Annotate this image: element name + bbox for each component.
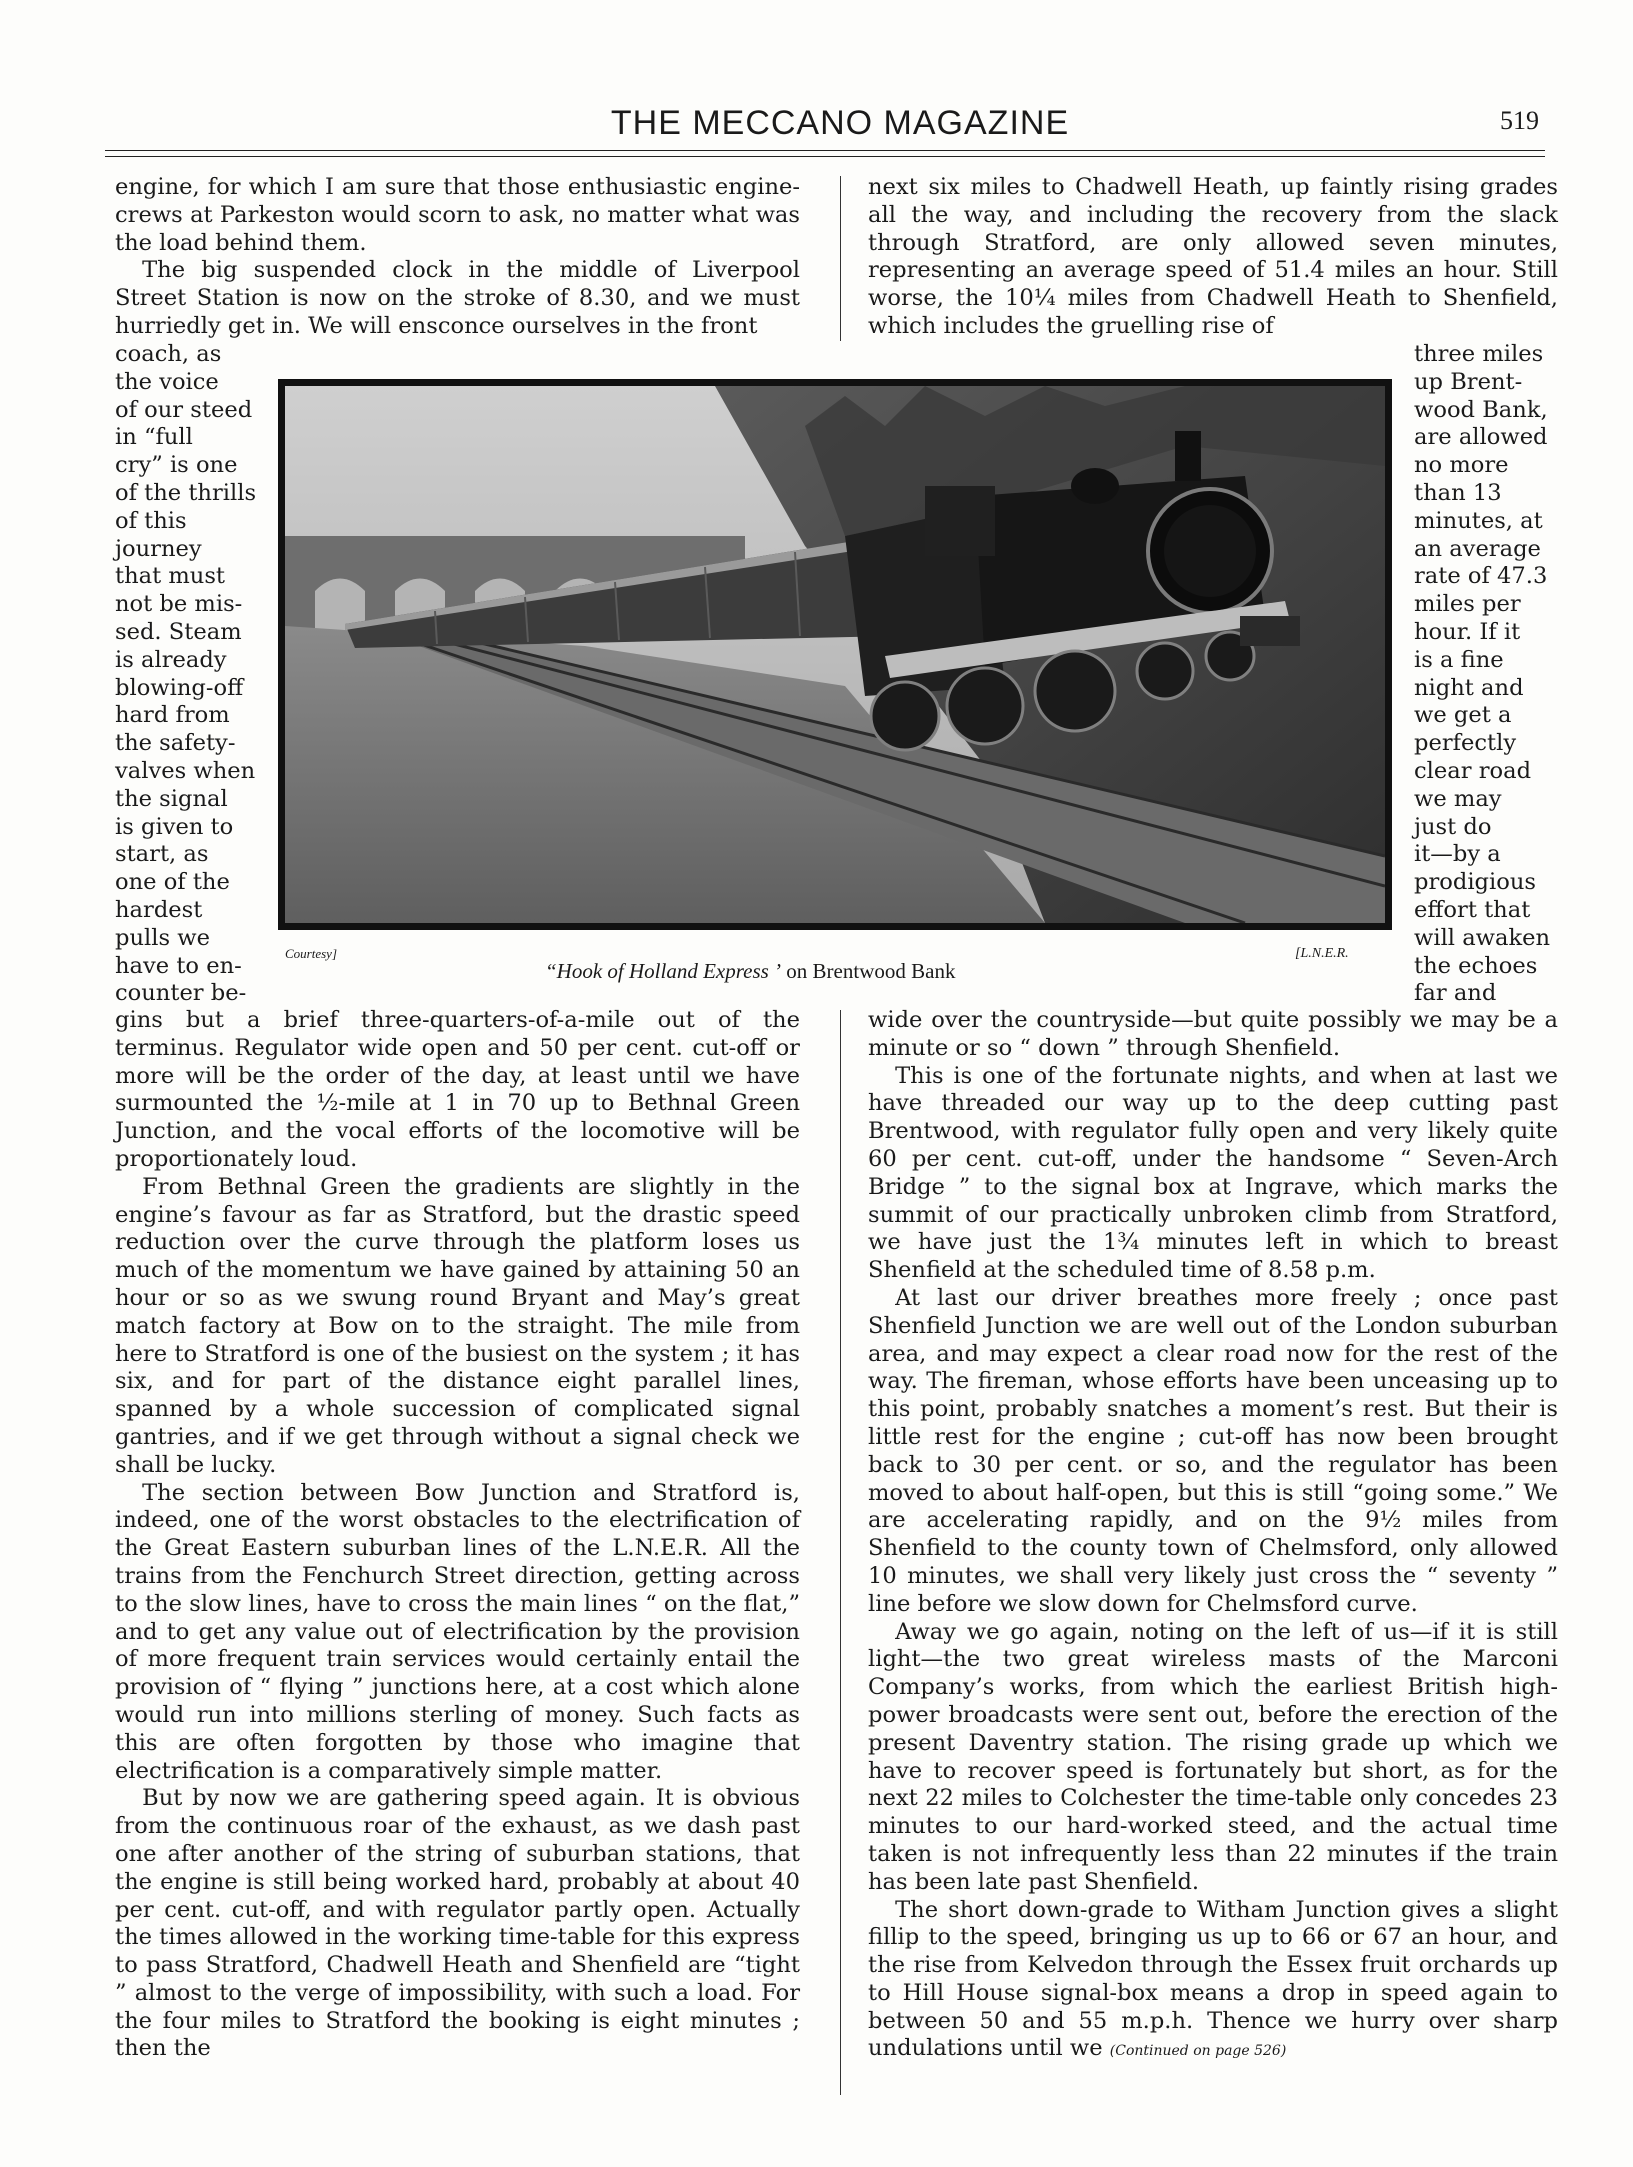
wrap-line: blowing-off <box>115 674 244 701</box>
wrap-line: cry” is one <box>115 452 238 479</box>
wrap-line: minutes, at <box>1414 507 1543 534</box>
header-rule <box>105 150 1545 151</box>
right-column-top <box>868 174 1558 341</box>
header-rule-secondary <box>105 156 1545 157</box>
wrap-line: three miles <box>1414 341 1544 367</box>
wrap-line: far and <box>1414 980 1497 1007</box>
wrap-line: will awaken <box>1414 924 1551 951</box>
locomotive-photo <box>278 379 1392 930</box>
paragraph: gins but a brief three-quarters-of-a-mile out of the terminus. Regulator wide open and 50 per cent. cut-off or more will be the order of the day, at least until we have surmounted the ½-mile at 1 in 70 up to Bethnal Green Junction, and the vocal efforts of the locomotive will be proportionately loud. <box>115 1007 800 1172</box>
caption-rest: on Brentwood Bank <box>781 959 956 983</box>
wrap-line: of this <box>115 507 187 534</box>
photo-courtesy: Courtesy] <box>285 946 337 961</box>
paragraph: engine, for which I am sure that those enthusiastic engine-crews at Parkeston would scorn to ask, no matter what was the load behind them. <box>115 174 800 256</box>
paragraph: next six miles to Chadwell Heath, up faintly rising grades all the way, and including the recovery from the slack through Stratford, are only allowed seven minutes, representing an average speed of 51.4 miles an hour. Still worse, the 10¼ miles from Chadwell Heath to Shenfield, which includes the gruelling rise of <box>868 174 1558 339</box>
wrap-line: is a fine <box>1414 646 1504 673</box>
continued-note: (Continued on page 526) <box>1109 2043 1287 2060</box>
wrap-line: rate of 47.3 <box>1414 563 1548 590</box>
paragraph: From Bethnal Green the gradients are slightly in the engine’s favour as far as Stratford, but the drastic speed reduction over the curve through the platform loses us much of the momentum we have gained by attaining 50 an hour or so as we swung round Bryant and May’s great match factory at Bow on to the straight. The mile from here to Stratford is one of the busiest on the system ; it has six, and for part of the distance eight parallel lines, spanned by a whole succession of complicated signal gantries, and if we get through without a signal check we shall be lucky. <box>115 1173 800 1478</box>
column-divider-bottom <box>840 1010 841 2095</box>
wrap-line: an average <box>1414 535 1541 562</box>
wrap-line: start, as <box>115 841 209 868</box>
wrap-line: of the thrills <box>115 479 257 506</box>
left-column-bottom <box>115 1007 800 2063</box>
wrap-line: clear road <box>1414 757 1532 784</box>
paragraph: But by now we are gathering speed again. It is obvious from the continuous roar of the exhaust, as we dash past one after another of the string of suburban stations, that the engine is still being worked hard, probably at about 40 per cent. cut-off, and with regulator partly open. Actually the times allowed in the working time-table for this express to pass Stratford, Chadwell Heath and Shenfield are “tight ” almost to the verge of impossibility, with such a load. For the four miles to Stratford the booking is eight minutes ; then the <box>115 1785 800 2062</box>
wrap-line: valves when <box>115 757 256 784</box>
wrap-line: of our steed <box>115 396 253 423</box>
wrap-line: we get a <box>1414 702 1512 729</box>
column-divider-top <box>840 176 841 341</box>
wrap-line: no more <box>1414 452 1509 479</box>
wrap-line: are allowed <box>1414 424 1548 451</box>
wrap-line: coach, as <box>115 341 222 367</box>
wrap-line: is already <box>115 646 227 673</box>
wrap-line: hard from <box>115 702 230 729</box>
paragraph: This is one of the fortunate nights, and when at last we have threaded our way up to the deep cutting past Brentwood, with regulator fully open and very likely quite 60 per cent. cut-off, under the handsome “ Seven-Arch Bridge ” to the signal box at Ingrave, which marks the summit of our practically unbroken climb from Stratford, we have just the 1¾ minutes left in which to breast Shenfield at the scheduled time of 8.58 p.m. <box>868 1062 1558 1284</box>
wrap-line: prodigious <box>1414 869 1536 896</box>
wrap-line: wood Bank, <box>1414 396 1548 423</box>
wrap-line: journey <box>115 535 202 562</box>
paragraph: The big suspended clock in the middle of Liverpool Street Station is now on the stroke of 8.30, and we must hurriedly get in. We will ensconce ourselves in the front <box>115 257 800 339</box>
wrap-line: that must <box>115 563 226 590</box>
wrap-line: counter be- <box>115 980 247 1007</box>
train-illustration <box>285 386 1385 923</box>
photo-credit: [L.N.E.R. <box>1295 946 1349 961</box>
wrap-line: night and <box>1414 674 1524 701</box>
wrap-line: it—by a <box>1414 841 1501 868</box>
wrap-line: than 13 <box>1414 479 1502 506</box>
wrap-line: the safety- <box>115 730 236 757</box>
right-column-bottom <box>868 1007 1558 2066</box>
wrap-line: perfectly <box>1414 730 1517 757</box>
wrap-line: the voice <box>115 368 219 395</box>
paragraph: Away we go again, noting on the left of us—if it is still light—the two great wireless masts of the Marconi Company’s works, from which the earliest British high-power broadcasts were sent out, before the erection of the present Daventry station. The rising grade up which we have to recover speed is fortunately but short, as for the next 22 miles to Colchester the time-table only concedes 23 minutes to our hard-worked steed, and the actual time taken is not infrequently less than 22 minutes if the train has been late past Shenfield. <box>868 1618 1558 1895</box>
right-wrap-text <box>1414 341 1560 1008</box>
paragraph-text: The short down-grade to Witham Junction gives a slight fillip to the speed, bringing us up to 66 or 67 an hour, and the rise from Kelvedon through the Essex fruit orchards up to Hill House signal-box means a drop in speed again to between 50 and 55 m.p.h. Thence we hurry over sharp undulations until we <box>868 1896 1558 2062</box>
paragraph: At last our driver breathes more freely ; once past Shenfield Junction we are well out of the London suburban area, and may expect a clear road now for the rest of the way. The fireman, whose efforts have been unceasing up to this point, probably snatches a moment’s rest. But their is little rest for the engine ; cut-off has now been brought back to 30 per cent. or so, and the regulator has been moved to about half-open, but this is still “going some.” We are accelerating rapidly, and on the 9½ miles from Shenfield to the county town of Chelmsford, only allowed 10 minutes, we shall very likely just cross the “ seventy ” line before we slow down for Chelmsford curve. <box>868 1284 1558 1617</box>
left-column-top <box>115 174 800 341</box>
paragraph <box>868 1897 1558 2067</box>
caption-italic: “Hook of Holland Express ’ <box>545 959 782 983</box>
wrap-line: the echoes <box>1414 952 1538 979</box>
wrap-line: effort that <box>1414 896 1531 923</box>
paragraph: wide over the countryside—but quite possibly we may be a minute or so “ down ” through Shenfield. <box>868 1007 1558 1061</box>
photo-caption <box>545 959 955 984</box>
left-wrap-text <box>115 341 290 1008</box>
wrap-line: just do <box>1414 813 1492 840</box>
wrap-line: sed. Steam <box>115 618 242 645</box>
wrap-line: hardest <box>115 896 203 923</box>
wrap-line: hour. If it <box>1414 618 1521 645</box>
wrap-line: the signal <box>115 785 228 812</box>
wrap-line: we may <box>1414 785 1502 812</box>
wrap-line: not be mis- <box>115 591 243 618</box>
wrap-line: up Brent- <box>1414 368 1523 395</box>
wrap-line: pulls we <box>115 924 210 951</box>
wrap-line: miles per <box>1414 591 1521 618</box>
paragraph: The section between Bow Junction and Stratford is, indeed, one of the worst obstacles to the electrification of the Great Eastern suburban lines of the L.N.E.R. All the trains from the Fenchurch Street direction, getting across to the slow lines, have to cross the main lines “ on the flat,” and to get any value out of electrification by the provision of more frequent train services would certainly entail the provision of “ flying ” junctions here, at a cost which alone would run into millions sterling of money. Such facts as this are often forgotten by those who imagine that electrification is a comparatively simple matter. <box>115 1479 800 1784</box>
wrap-line: in “full <box>115 424 193 451</box>
wrap-line: is given to <box>115 813 234 840</box>
wrap-line: have to en- <box>115 952 242 979</box>
wrap-line: one of the <box>115 869 230 896</box>
page-number: 519 <box>1500 106 1539 135</box>
magazine-title: THE MECCANO MAGAZINE <box>610 104 1070 142</box>
